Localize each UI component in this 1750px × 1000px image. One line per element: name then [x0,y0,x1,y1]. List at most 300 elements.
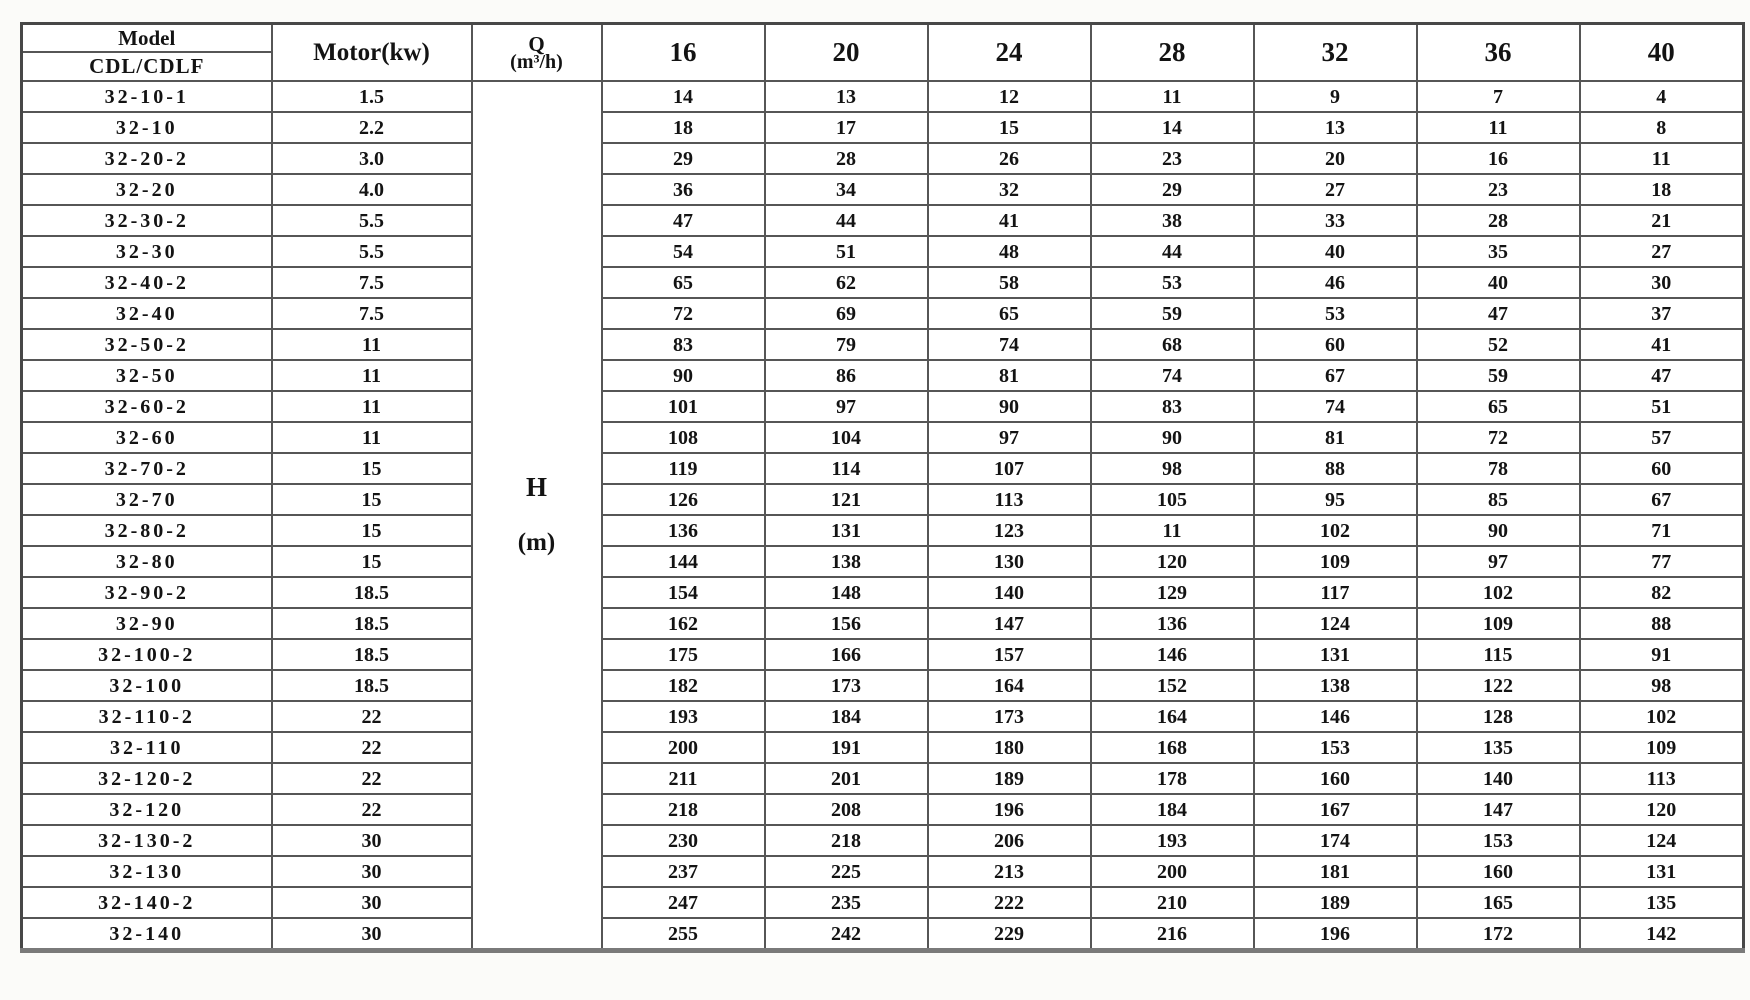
head-value-cell: 37 [1580,298,1744,329]
table-row [22,143,1744,174]
head-value-cell: 26 [928,143,1091,174]
model-cell: 32-140-2 [22,887,272,918]
head-value-cell: 29 [602,143,765,174]
head-value-cell: 51 [1580,391,1744,422]
head-value-cell: 247 [602,887,765,918]
table-row [22,825,1744,856]
model-cell: 32-80 [22,546,272,577]
head-value-cell: 41 [928,205,1091,236]
head-value-cell: 77 [1580,546,1744,577]
head-value-cell: 41 [1580,329,1744,360]
motor-cell: 7.5 [272,298,472,329]
head-value-cell: 122 [1417,670,1580,701]
head-value-cell: 173 [928,701,1091,732]
head-value-cell: 7 [1417,81,1580,112]
head-value-cell: 23 [1417,174,1580,205]
table-row [22,515,1744,546]
head-value-cell: 11 [1417,112,1580,143]
head-value-cell: 230 [602,825,765,856]
head-value-cell: 119 [602,453,765,484]
motor-header-cell [272,24,472,82]
head-value-cell: 131 [1254,639,1417,670]
head-value-cell: 162 [602,608,765,639]
head-value-cell: 189 [928,763,1091,794]
head-value-cell: 210 [1091,887,1254,918]
flow-column-header: 16 [602,24,765,82]
head-value-cell: 109 [1417,608,1580,639]
head-value-cell: 140 [1417,763,1580,794]
motor-cell: 18.5 [272,639,472,670]
table-row [22,546,1744,577]
head-value-cell: 102 [1417,577,1580,608]
head-value-cell: 11 [1580,143,1744,174]
model-cell: 32-90-2 [22,577,272,608]
head-value-cell: 35 [1417,236,1580,267]
head-value-cell: 9 [1254,81,1417,112]
motor-cell: 18.5 [272,577,472,608]
motor-cell: 18.5 [272,670,472,701]
head-value-cell: 138 [765,546,928,577]
flow-column-header: 36 [1417,24,1580,82]
head-value-cell: 47 [602,205,765,236]
head-value-cell: 173 [765,670,928,701]
head-value-cell: 8 [1580,112,1744,143]
head-value-cell: 71 [1580,515,1744,546]
table-row [22,794,1744,825]
head-value-cell: 57 [1580,422,1744,453]
head-value-cell: 21 [1580,205,1744,236]
head-value-cell: 130 [928,546,1091,577]
head-symbol: H [525,472,547,503]
model-cell: 32-20 [22,174,272,205]
head-value-cell: 13 [1254,112,1417,143]
head-value-cell: 97 [1417,546,1580,577]
table-row [22,732,1744,763]
head-value-cell: 34 [765,174,928,205]
head-value-cell: 68 [1091,329,1254,360]
flow-unit: (m³/h) [510,51,563,73]
model-series-label: CDL/CDLF [89,54,205,78]
motor-cell: 18.5 [272,608,472,639]
flow-column-header: 28 [1091,24,1254,82]
model-header-label: Model [23,25,271,53]
motor-cell: 3.0 [272,143,472,174]
model-cell: 32-80-2 [22,515,272,546]
table-row [22,608,1744,639]
head-value-cell: 136 [602,515,765,546]
head-value-cell: 180 [928,732,1091,763]
motor-cell: 30 [272,856,472,887]
head-value-cell: 168 [1091,732,1254,763]
motor-cell: 2.2 [272,112,472,143]
head-value-cell: 90 [928,391,1091,422]
head-value-cell: 142 [1580,918,1744,951]
head-value-cell: 59 [1417,360,1580,391]
motor-cell: 15 [272,453,472,484]
head-value-cell: 105 [1091,484,1254,515]
head-value-cell: 182 [602,670,765,701]
head-value-cell: 114 [765,453,928,484]
head-value-cell: 65 [1417,391,1580,422]
head-value-cell: 104 [765,422,928,453]
table-row [22,329,1744,360]
head-value-cell: 4 [1580,81,1744,112]
head-value-cell: 81 [928,360,1091,391]
head-value-cell: 88 [1580,608,1744,639]
table-row [22,484,1744,515]
head-value-cell: 146 [1091,639,1254,670]
head-value-cell: 48 [928,236,1091,267]
head-value-cell: 166 [765,639,928,670]
flow-symbol: Q [528,32,545,56]
head-value-cell: 11 [1091,515,1254,546]
head-value-cell: 242 [765,918,928,951]
motor-cell: 1.5 [272,81,472,112]
head-value-cell: 113 [1580,763,1744,794]
table-row [22,856,1744,887]
table-row [22,422,1744,453]
motor-cell: 22 [272,763,472,794]
head-value-cell: 124 [1580,825,1744,856]
head-value-cell: 51 [765,236,928,267]
head-value-cell: 58 [928,267,1091,298]
motor-cell: 7.5 [272,267,472,298]
head-value-cell: 152 [1091,670,1254,701]
model-cell: 32-110 [22,732,272,763]
head-value-cell: 72 [602,298,765,329]
model-cell: 32-30 [22,236,272,267]
model-cell: 32-50 [22,360,272,391]
head-value-cell: 47 [1417,298,1580,329]
head-value-cell: 160 [1254,763,1417,794]
head-value-cell: 211 [602,763,765,794]
head-value-cell: 196 [1254,918,1417,951]
head-value-cell: 135 [1580,887,1744,918]
head-value-cell: 144 [602,546,765,577]
head-value-cell: 115 [1417,639,1580,670]
head-value-cell: 153 [1254,732,1417,763]
head-value-cell: 184 [1091,794,1254,825]
head-value-cell: 222 [928,887,1091,918]
motor-cell: 22 [272,794,472,825]
head-value-cell: 40 [1417,267,1580,298]
head-value-cell: 65 [602,267,765,298]
head-value-cell: 235 [765,887,928,918]
head-value-cell: 29 [1091,174,1254,205]
head-value-cell: 53 [1091,267,1254,298]
motor-cell: 4.0 [272,174,472,205]
model-cell: 32-70 [22,484,272,515]
head-value-cell: 47 [1580,360,1744,391]
head-value-cell: 59 [1091,298,1254,329]
head-value-cell: 85 [1417,484,1580,515]
model-cell: 32-10-1 [22,81,272,112]
head-value-cell: 67 [1254,360,1417,391]
head-value-cell: 16 [1417,143,1580,174]
head-value-cell: 81 [1254,422,1417,453]
head-value-cell: 12 [928,81,1091,112]
head-value-cell: 131 [1580,856,1744,887]
table-row [22,236,1744,267]
head-value-cell: 54 [602,236,765,267]
head-unit-cell [472,81,602,951]
head-value-cell: 30 [1580,267,1744,298]
head-value-cell: 11 [1091,81,1254,112]
table-row [22,453,1744,484]
model-cell: 32-90 [22,608,272,639]
head-value-cell: 107 [928,453,1091,484]
head-value-cell: 208 [765,794,928,825]
motor-cell: 11 [272,329,472,360]
motor-cell: 30 [272,887,472,918]
table-row [22,112,1744,143]
head-value-cell: 74 [1091,360,1254,391]
table-row [22,763,1744,794]
head-value-cell: 136 [1091,608,1254,639]
motor-cell: 22 [272,701,472,732]
head-value-cell: 102 [1580,701,1744,732]
model-cell: 32-60-2 [22,391,272,422]
head-value-cell: 160 [1417,856,1580,887]
head-value-cell: 82 [1580,577,1744,608]
head-value-cell: 123 [928,515,1091,546]
head-value-cell: 213 [928,856,1091,887]
head-value-cell: 18 [602,112,765,143]
head-value-cell: 113 [928,484,1091,515]
head-value-cell: 97 [928,422,1091,453]
head-value-cell: 121 [765,484,928,515]
head-value-cell: 147 [1417,794,1580,825]
head-value-cell: 140 [928,577,1091,608]
head-value-cell: 62 [765,267,928,298]
head-value-cell: 193 [1091,825,1254,856]
head-value-cell: 120 [1580,794,1744,825]
head-value-cell: 53 [1254,298,1417,329]
head-value-cell: 17 [765,112,928,143]
head-value-cell: 191 [765,732,928,763]
motor-header-label: Motor(kw) [313,38,430,66]
model-cell: 32-120-2 [22,763,272,794]
head-value-cell: 225 [765,856,928,887]
model-cell: 32-10 [22,112,272,143]
table-row [22,360,1744,391]
head-value-cell: 153 [1417,825,1580,856]
head-value-cell: 52 [1417,329,1580,360]
head-value-cell: 218 [765,825,928,856]
model-header-cell [22,24,272,82]
model-cell: 32-130 [22,856,272,887]
table-row [22,701,1744,732]
head-value-cell: 38 [1091,205,1254,236]
table-row [22,577,1744,608]
head-value-cell: 193 [602,701,765,732]
head-value-cell: 72 [1417,422,1580,453]
head-value-cell: 178 [1091,763,1254,794]
head-value-cell: 98 [1091,453,1254,484]
model-cell: 32-110-2 [22,701,272,732]
table-row [22,205,1744,236]
head-value-cell: 14 [602,81,765,112]
table-row [22,639,1744,670]
motor-cell: 5.5 [272,236,472,267]
head-value-cell: 229 [928,918,1091,951]
table-row [22,887,1744,918]
model-cell: 32-120 [22,794,272,825]
model-cell: 32-30-2 [22,205,272,236]
head-value-cell: 88 [1254,453,1417,484]
head-value-cell: 74 [928,329,1091,360]
head-value-cell: 44 [765,205,928,236]
head-value-cell: 27 [1254,174,1417,205]
head-value-cell: 255 [602,918,765,951]
flow-column-header: 40 [1580,24,1744,82]
head-value-cell: 60 [1580,453,1744,484]
head-value-cell: 108 [602,422,765,453]
table-row [22,81,1744,112]
head-value-cell: 23 [1091,143,1254,174]
head-value-cell: 201 [765,763,928,794]
head-value-cell: 91 [1580,639,1744,670]
table-row [22,174,1744,205]
table-row [22,918,1744,951]
head-value-cell: 164 [1091,701,1254,732]
head-value-cell: 86 [765,360,928,391]
head-value-cell: 154 [602,577,765,608]
head-value-cell: 196 [928,794,1091,825]
head-value-cell: 79 [765,329,928,360]
head-value-cell: 129 [1091,577,1254,608]
head-value-cell: 20 [1254,143,1417,174]
head-value-cell: 181 [1254,856,1417,887]
head-value-cell: 156 [765,608,928,639]
head-value-cell: 36 [602,174,765,205]
head-value-cell: 67 [1580,484,1744,515]
head-value-cell: 95 [1254,484,1417,515]
head-value-cell: 216 [1091,918,1254,951]
head-value-cell: 44 [1091,236,1254,267]
table-row [22,298,1744,329]
pump-performance-table [20,22,1745,953]
head-value-cell: 74 [1254,391,1417,422]
head-value-cell: 83 [602,329,765,360]
head-value-cell: 90 [1091,422,1254,453]
head-value-cell: 33 [1254,205,1417,236]
head-value-cell: 102 [1254,515,1417,546]
motor-cell: 11 [272,391,472,422]
head-value-cell: 237 [602,856,765,887]
head-value-cell: 175 [602,639,765,670]
head-value-cell: 109 [1580,732,1744,763]
motor-cell: 15 [272,484,472,515]
head-value-cell: 146 [1254,701,1417,732]
head-value-cell: 15 [928,112,1091,143]
model-cell: 32-50-2 [22,329,272,360]
motor-cell: 5.5 [272,205,472,236]
head-value-cell: 40 [1254,236,1417,267]
model-cell: 32-100-2 [22,639,272,670]
head-value-cell: 172 [1417,918,1580,951]
head-value-cell: 200 [602,732,765,763]
head-value-cell: 28 [1417,205,1580,236]
head-unit: (m) [517,529,556,557]
model-cell: 32-60 [22,422,272,453]
model-cell: 32-20-2 [22,143,272,174]
head-value-cell: 174 [1254,825,1417,856]
head-value-cell: 90 [1417,515,1580,546]
model-cell: 32-40-2 [22,267,272,298]
table-row [22,267,1744,298]
head-value-cell: 126 [602,484,765,515]
head-value-cell: 189 [1254,887,1417,918]
head-value-cell: 148 [765,577,928,608]
head-value-cell: 46 [1254,267,1417,298]
head-value-cell: 157 [928,639,1091,670]
head-value-cell: 164 [928,670,1091,701]
head-value-cell: 124 [1254,608,1417,639]
flow-column-header: 20 [765,24,928,82]
head-value-cell: 27 [1580,236,1744,267]
head-value-cell: 138 [1254,670,1417,701]
head-value-cell: 128 [1417,701,1580,732]
head-value-cell: 147 [928,608,1091,639]
motor-cell: 30 [272,825,472,856]
header-row [22,24,1744,82]
head-value-cell: 184 [765,701,928,732]
head-value-cell: 109 [1254,546,1417,577]
motor-cell: 30 [272,918,472,951]
motor-cell: 11 [272,422,472,453]
head-value-cell: 78 [1417,453,1580,484]
head-value-cell: 98 [1580,670,1744,701]
motor-cell: 15 [272,546,472,577]
flow-column-header: 24 [928,24,1091,82]
head-value-cell: 14 [1091,112,1254,143]
model-cell: 32-140 [22,918,272,951]
head-value-cell: 28 [765,143,928,174]
head-value-cell: 117 [1254,577,1417,608]
head-value-cell: 135 [1417,732,1580,763]
head-value-cell: 60 [1254,329,1417,360]
model-cell: 32-40 [22,298,272,329]
motor-cell: 15 [272,515,472,546]
model-cell: 32-130-2 [22,825,272,856]
head-value-cell: 90 [602,360,765,391]
flow-column-header: 32 [1254,24,1417,82]
motor-cell: 11 [272,360,472,391]
head-value-cell: 65 [928,298,1091,329]
motor-cell: 22 [272,732,472,763]
head-value-cell: 200 [1091,856,1254,887]
head-value-cell: 101 [602,391,765,422]
head-value-cell: 83 [1091,391,1254,422]
table-body [22,81,1744,951]
head-value-cell: 131 [765,515,928,546]
head-value-cell: 218 [602,794,765,825]
head-value-cell: 32 [928,174,1091,205]
table-row [22,670,1744,701]
model-cell: 32-70-2 [22,453,272,484]
model-cell: 32-100 [22,670,272,701]
flow-header-cell [472,24,602,82]
head-value-cell: 167 [1254,794,1417,825]
table-row [22,391,1744,422]
head-value-cell: 13 [765,81,928,112]
head-value-cell: 206 [928,825,1091,856]
head-value-cell: 120 [1091,546,1254,577]
head-value-cell: 69 [765,298,928,329]
head-value-cell: 97 [765,391,928,422]
head-value-cell: 18 [1580,174,1744,205]
